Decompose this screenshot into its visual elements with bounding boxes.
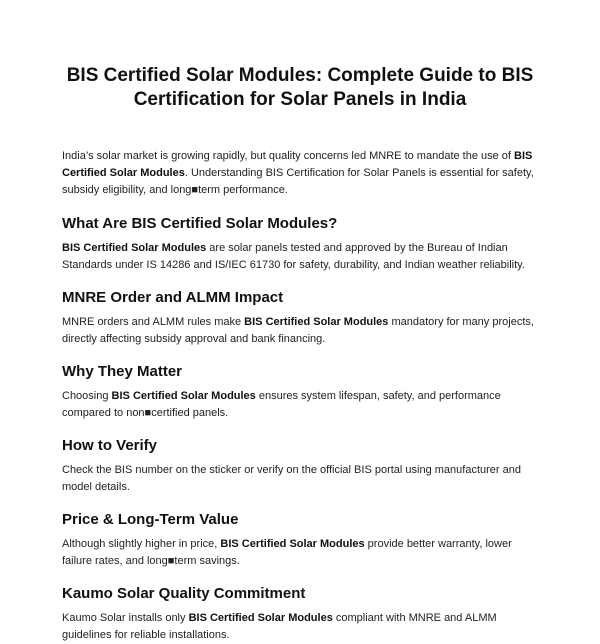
section-text: mandatory for many projects, directly affecting subsidy approval and bank financing. — [62, 316, 534, 345]
section-text: ensures system lifespan, safety, and performance compared to non■certified panels. — [62, 390, 501, 419]
section-bold-term: BIS Certified Solar Modules — [62, 242, 207, 254]
section-text: Choosing — [62, 390, 112, 402]
section-paragraph-what-are — [62, 240, 538, 274]
section-text: are solar panels tested and approved by the Bureau of Indian Standards under IS 14286 and IS/IEC 61730 for safety, durability, and Indian weather reliability. — [62, 242, 525, 271]
section-text: MNRE orders and ALMM rules make — [62, 316, 245, 328]
section-text: Kaumo Solar installs only — [62, 612, 189, 624]
section-heading-kaumo: Kaumo Solar Quality Commitment — [62, 585, 306, 602]
section-heading-mnre-almm: MNRE Order and ALMM Impact — [62, 289, 284, 306]
page-title: BIS Certified Solar Modules: Complete Guide to BIS Certification for Solar Panels in India — [66, 65, 534, 110]
section-heading-why-matter: Why They Matter — [62, 363, 183, 380]
intro-text-before: India’s solar market is growing rapidly, but quality concerns led MNRE to mandate the use of — [62, 150, 515, 162]
intro-text-after: . Understanding BIS Certification for Solar Panels is essential for safety, subsidy eligibility, and long■term performance. — [62, 167, 534, 196]
section-bold-term: BIS Certified Solar Modules — [188, 612, 333, 624]
intro-paragraph — [62, 148, 538, 199]
section-bold-term: BIS Certified Solar Modules — [244, 316, 389, 328]
section-bold-term: BIS Certified Solar Modules — [111, 390, 256, 402]
section-heading-price-value: Price & Long-Term Value — [62, 511, 239, 528]
intro-bold-term: BIS Certified Solar Modules — [62, 150, 533, 179]
section-paragraph-price-value — [62, 536, 538, 570]
section-text: compliant with MNRE and ALMM guidelines for reliable installations. — [62, 612, 497, 641]
section-text: provide better warranty, lower failure rates, and long■term savings. — [62, 538, 512, 567]
section-heading-how-verify: How to Verify — [62, 437, 158, 454]
section-text: Although slightly higher in price, — [62, 538, 221, 550]
section-paragraph-how-verify: Check the BIS number on the sticker or verify on the official BIS portal using manufacturer and model details. — [62, 464, 521, 493]
section-paragraph-why-matter — [62, 388, 538, 422]
section-paragraph-kaumo — [62, 610, 538, 644]
section-paragraph-mnre-almm — [62, 314, 538, 348]
section-bold-term: BIS Certified Solar Modules — [220, 538, 365, 550]
section-heading-what-are: What Are BIS Certified Solar Modules? — [62, 215, 338, 232]
